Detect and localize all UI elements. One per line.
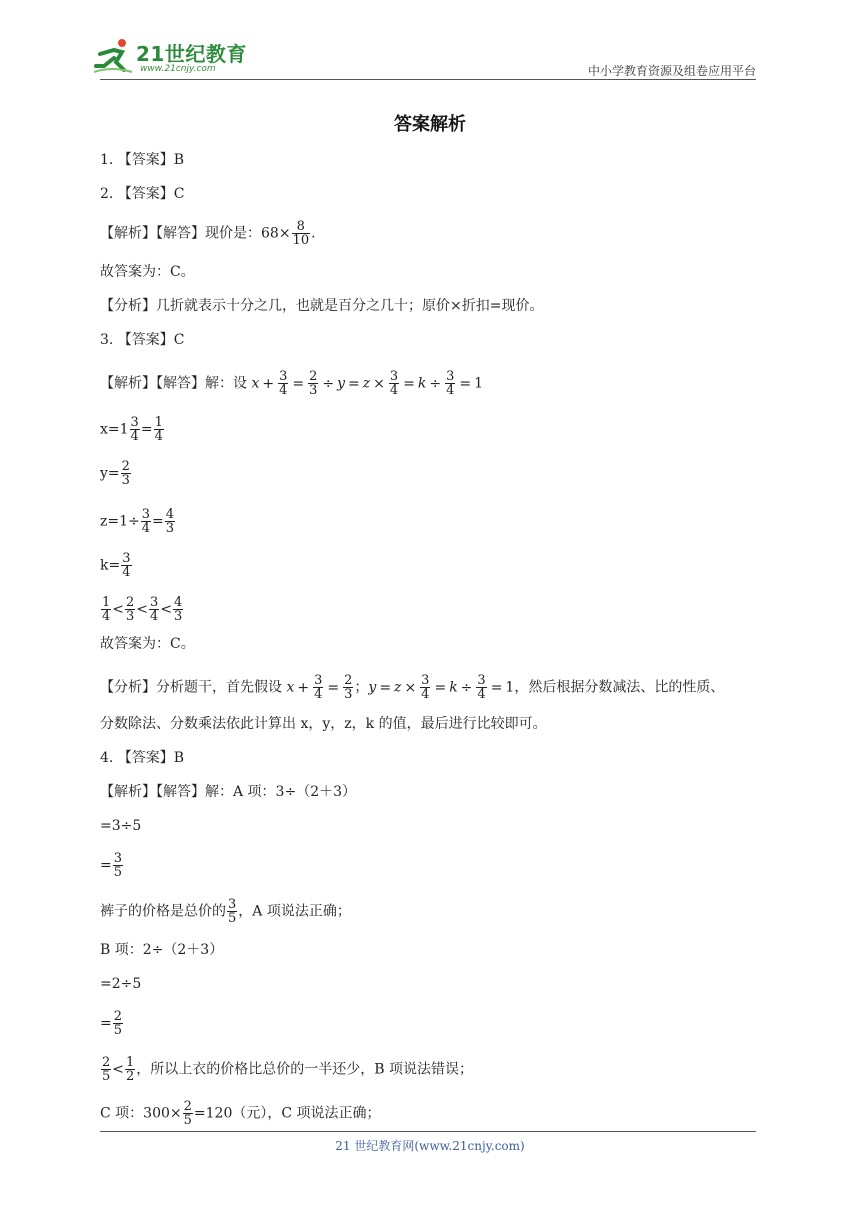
q4-b-line: B 项：2÷（2＋3） [100,942,224,958]
q2-conclusion: 故答案为：C。 [100,264,195,280]
fraction-1-4: $\frac{1}{4}$ [102,595,111,624]
page-footer: 21 世纪教育网(www.21cnjy.com) [335,1139,525,1153]
q2-analysis [100,220,316,247]
q3-z-line: z=1÷ $\frac{3}{4}$ = $\frac{4}{3}$ [100,507,175,536]
q3-k-line: k= $\frac{3}{4}$ [100,551,131,580]
q3-analysis [100,370,483,397]
fraction-2-3: $\frac{2}{3}$ [309,369,318,398]
footer-divider [100,1131,756,1132]
var-y: y [337,375,346,392]
equals-sign: = [292,375,305,392]
times-sign: × [373,375,385,392]
equals-sign: = [348,375,360,392]
q3-note-line2: 分数除法、分数乘法依此计算出 x，y，z，k 的值，最后进行比较即可。 [100,716,547,732]
fraction-3-4: $\frac{3}{4}$ [150,595,159,624]
fraction-8-10 [292,220,311,247]
fraction-4-3: $\frac{4}{3}$ [165,507,175,536]
q4-b-conclusion: $\frac{2}{5}$ < $\frac{1}{2}$ ，所以上衣的价格比总价的一半还少，B 项说法错误； [102,1055,474,1084]
q3-conclusion: 故答案为：C。 [100,636,195,652]
fraction-3-4: $\frac{3}{4}$ [122,551,131,580]
q4-a-conclusion: 裤子的价格是总价的 $\frac{3}{5}$ ，A 项说法正确； [100,897,351,926]
q4-step-b1: =2÷5 [100,976,142,992]
fraction-4-3: $\frac{4}{3}$ [174,595,183,624]
fraction-3-5: $\frac{3}{5}$ [228,897,237,926]
q4-step-a2: = $\frac{3}{5}$ [100,851,123,880]
plus-sign: + [262,375,275,392]
site-logo [92,36,262,78]
q2-analysis-end: . [311,225,316,242]
q3-note: 【分析】分析题干，首先假设 x + $\frac{3}{4}$ = $\frac{2}{3}$ ；y = z × $\frac{3}{4}$ = k ÷ $\frac{3}{4}$ = 1，然后根据分数减法、比的性质、 [100,673,725,702]
fraction-3-5: $\frac{3}{5}$ [113,851,123,880]
fraction-3-4: $\frac{3}{4}$ [389,369,399,398]
logo-title: 21世纪教育 [136,42,247,66]
fraction-2-5: $\frac{2}{5}$ [113,1009,123,1038]
q3-comparison: $\frac{1}{4}$ < $\frac{2}{3}$ < $\frac{3}{4}$ < $\frac{4}{3}$ [102,595,183,624]
runner-logo-icon [92,36,136,76]
q4-answer: 4. 【答案】B [100,750,185,766]
q4-step-b2: = $\frac{2}{5}$ [100,1009,123,1038]
q1-answer: 1. 【答案】B [100,152,185,168]
header-divider [100,79,756,80]
q3-y-line: y= $\frac{2}{3}$ [100,459,130,488]
q2-note: 【分析】几折就表示十分之几，也就是百分之几十；原价×折扣=现价。 [100,298,544,314]
q2-analysis-text: 【解析】【解答】现价是：68× [100,225,291,242]
logo-url: www.21cnjy.com [140,64,216,74]
fraction-2-5: $\frac{2}{5}$ [183,1099,192,1128]
fraction-3-4: $\frac{3}{4}$ [279,369,288,398]
div-sign: ÷ [322,375,335,392]
q3-answer: 3. 【答案】C [100,332,185,348]
equals-sign: = [459,375,472,392]
fraction-2-3: $\frac{2}{3}$ [121,459,130,488]
equals-sign: = [403,375,415,392]
fraction-1-4: $\frac{1}{4}$ [154,415,163,444]
one: 1 [474,375,484,392]
fraction-3-4: $\frac{3}{4}$ [130,415,139,444]
frac-num: 8 [292,220,311,234]
var-k: k [417,375,427,392]
header-tagline: 中小学教育资源及组卷应用平台 [587,64,756,78]
fraction-3-4: $\frac{3}{4}$ [314,673,323,702]
div-sign: ÷ [429,375,442,392]
var-z: z [362,375,371,392]
fraction-1-2: $\frac{1}{2}$ [126,1055,135,1084]
fraction-2-3: $\frac{2}{3}$ [344,673,353,702]
q4-analysis: 【解析】【解答】解：A 项：3÷（2＋3） [100,784,357,800]
page-header [0,0,860,80]
fraction-3-4: $\frac{3}{4}$ [477,673,486,702]
frac-den: 10 [292,233,310,248]
fraction-2-3: $\frac{2}{3}$ [126,595,135,624]
q3-x-line: x=1 $\frac{3}{4}$ = $\frac{1}{4}$ [100,415,163,444]
fraction-3-4: $\frac{3}{4}$ [421,673,430,702]
fraction-3-4: $\frac{3}{4}$ [446,369,455,398]
q3-analysis-text: 【解析】【解答】解：设 [100,375,247,392]
page-title: 答案解析 [394,114,466,135]
q4-step-a1: =3÷5 [100,818,142,834]
fraction-2-5: $\frac{2}{5}$ [102,1055,111,1084]
var-x: x [251,375,260,392]
q2-answer: 2. 【答案】C [100,186,185,202]
q4-c-line: C 项：300× $\frac{2}{5}$ =120（元），C 项说法正确； [100,1099,381,1128]
fraction-3-4: $\frac{3}{4}$ [141,507,151,536]
